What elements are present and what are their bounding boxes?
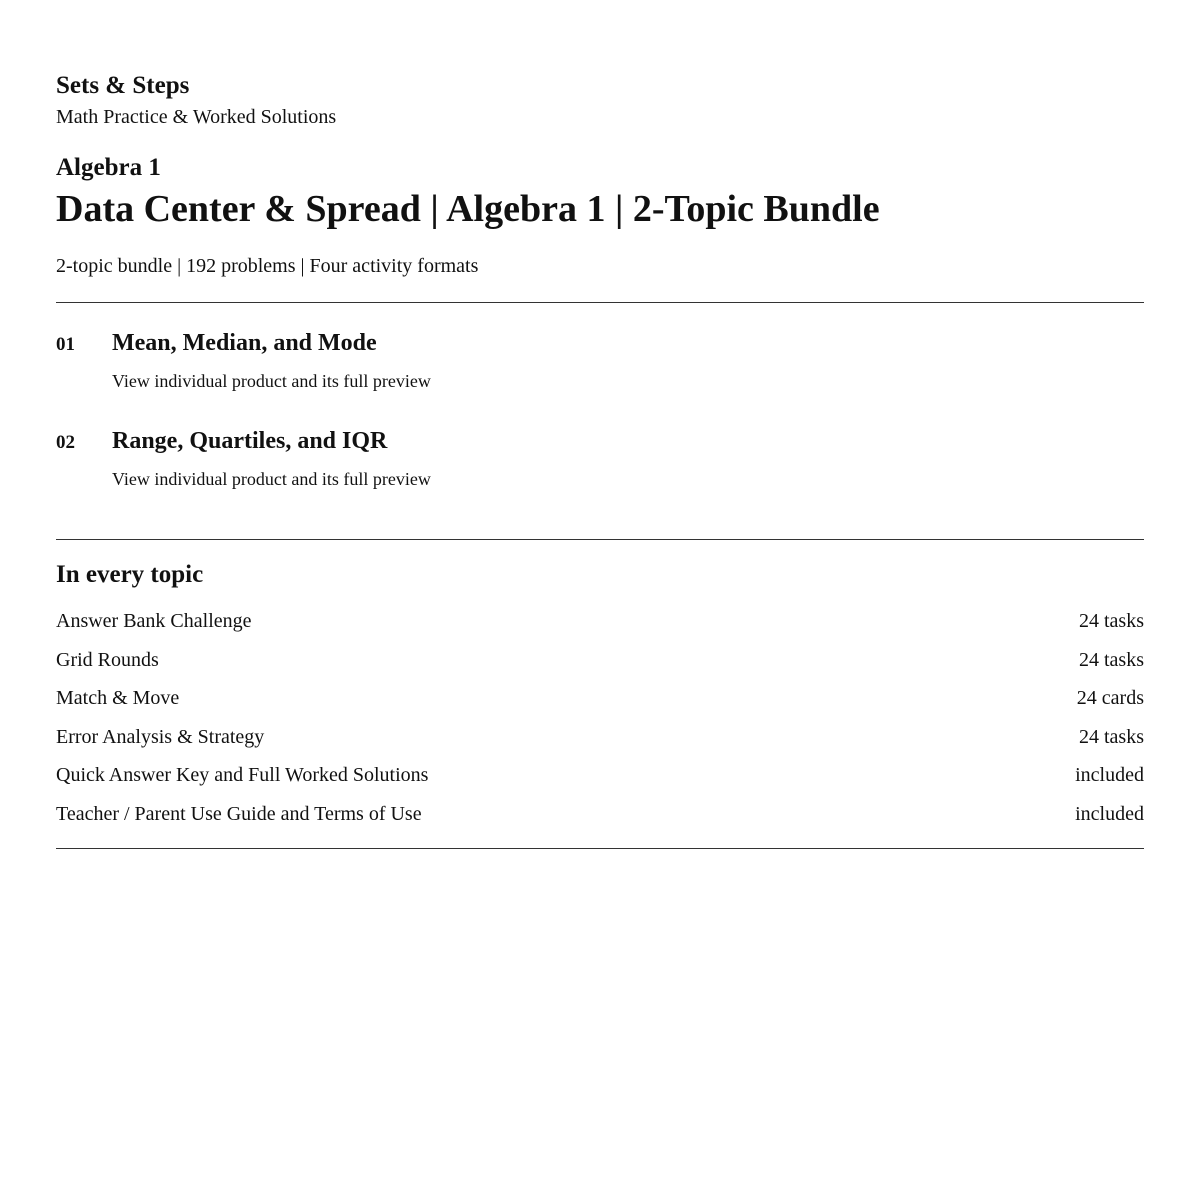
brand-name: Sets & Steps bbox=[56, 72, 190, 99]
list-item bbox=[56, 722, 1144, 761]
item-label: Error Analysis & Strategy bbox=[56, 725, 265, 748]
topic-title: Range, Quartiles, and IQR bbox=[112, 428, 388, 454]
item-value: 24 tasks bbox=[1079, 725, 1144, 748]
divider bbox=[56, 539, 1144, 540]
item-label: Match & Move bbox=[56, 687, 180, 709]
list-item bbox=[56, 683, 1144, 722]
list-item bbox=[56, 760, 1144, 799]
item-value: 24 cards bbox=[1076, 687, 1144, 709]
page-title: Data Center & Spread | Algebra 1 | 2-Topic Bundle bbox=[56, 188, 880, 230]
brand-block bbox=[56, 70, 336, 131]
list-item bbox=[56, 606, 1144, 645]
list-item bbox=[56, 799, 1144, 838]
item-value: 24 tasks bbox=[1079, 610, 1144, 632]
course-label: Algebra 1 bbox=[56, 154, 161, 181]
item-label: Answer Bank Challenge bbox=[56, 610, 252, 632]
topic-title: Mean, Median, and Mode bbox=[112, 330, 377, 356]
view-product-link[interactable]: View individual product and its full preview bbox=[112, 371, 431, 391]
item-value: included bbox=[1075, 764, 1144, 786]
divider bbox=[56, 848, 1144, 849]
item-label: Teacher / Parent Use Guide and Terms of Use bbox=[56, 802, 422, 825]
topic-number: 01 bbox=[56, 334, 75, 355]
contents-list bbox=[56, 606, 1144, 837]
brand-tagline: Math Practice & Worked Solutions bbox=[56, 106, 337, 128]
bundle-summary: 2-topic bundle | 192 problems | Four activity formats bbox=[56, 255, 479, 277]
topic-number: 02 bbox=[56, 432, 75, 453]
list-item bbox=[56, 645, 1144, 684]
section-heading: In every topic bbox=[56, 561, 204, 588]
item-value: included bbox=[1075, 802, 1144, 825]
item-value: 24 tasks bbox=[1079, 648, 1144, 671]
item-label: Grid Rounds bbox=[56, 648, 159, 671]
divider bbox=[56, 302, 1144, 303]
view-product-link[interactable]: View individual product and its full preview bbox=[112, 469, 431, 489]
item-label: Quick Answer Key and Full Worked Solutions bbox=[56, 764, 429, 786]
